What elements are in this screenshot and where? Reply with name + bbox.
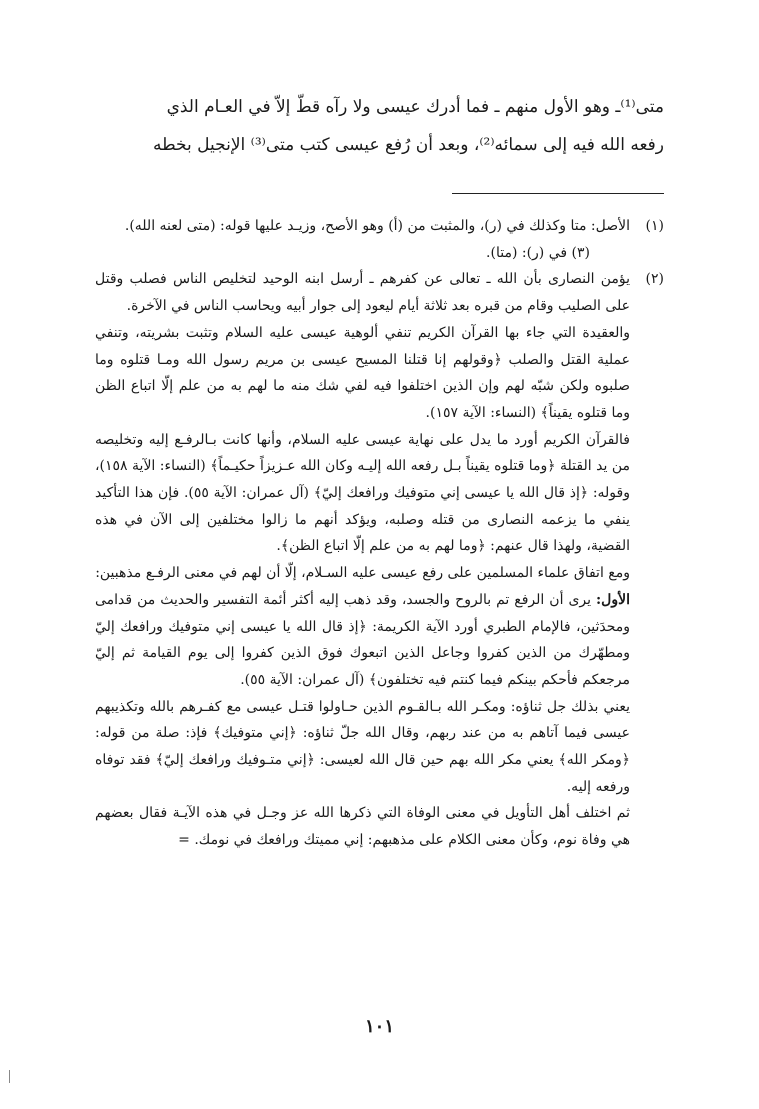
footnote-2 (95, 266, 664, 319)
first-view-text: يرى أن الرفع تم بالروح والجسد، وقد ذهب إليه أكثر أئمة التفسير والحديث من قدامى ومحدَثين، فالإمام الطبري أورد الآية الكريمة: ﴿إذ قال الله يا عيسى إني متوفيك ورافعك إليّ ومطهّرك من الذين كفروا وجاعل الذين اتبعوك فوق الذين كفروا إلى يوم القيامة ثم إليّ مرجعكم فأحكم بينكم فيما كنتم فيه تختلفون﴾ (آل عمران: الآية ٥٥). (95, 591, 631, 688)
footnote-1-text: الأصل: متا وكذلك في (ر)، والمثبت من (أ) وهو الأصح، وزيـد عليها قوله: (متى لعنه الله). (124, 218, 630, 234)
footnote-2-text: يؤمن النصارى بأن الله ـ تعالى عن كفرهم ـ أرسل ابنه الوحيد لتخليص الناس فصلب وقتل على الصليب وقام من قبره بعد ثلاثة أيام ليعود إلى جوار أبيه ويحاسب الناس في الآخرة. (95, 271, 630, 315)
footnote-2-thumma-paragraph: ثم اختلف أهل التأويل في معنى الوفاة التي ذكرها الله عز وجـل في هذه الآيـة فقال بعضهم هي وفاة نوم، وكأن معنى الكلام على مذهبهم: إني مميتك ورافعك في نومك. = (95, 805, 630, 849)
main-text-line-2: رفعه الله فيه إلى سمائه⁽²⁾، وبعد أن رُفع عيسى كتب متى⁽³⁾ الإنجيل بخطه (152, 135, 664, 155)
footnote-2-first-view-paragraph (95, 587, 664, 694)
scan-mark (9, 1070, 10, 1083)
footnotes (95, 213, 664, 854)
main-text-line-1: متى⁽¹⁾ـ وهو الأول منهم ـ فما أدرك عيسى ولا رآه قطّ إلاّ في العـام الذي (166, 97, 664, 117)
footnote-1 (95, 213, 664, 240)
footnote-2-ittifaq-paragraph: ومع اتفاق علماء المسلمين على رفع عيسى عليه السـلام، إلّا أن لهم في معنى الرفـع مذهبين: (95, 565, 630, 582)
footnote-2-yani-paragraph: يعني بذلك جل ثناؤه: ومكـر الله بـالقـوم الذين حـاولوا قتـل عيسى مع كفـرهم بالله وتكذيبهم عيسى فيما آتاهم به من عند ربهم، وقال الله جلّ ثناؤه: ﴿إني متوفيك﴾ فإذ: صلة من قوله: ﴿ومكر الله﴾ يعني مكر الله بهم حين قال الله لعيسى: ﴿إني متـوفيك ورافعك إليّ﴾ فقد توفاه ورفعه إليه. (95, 698, 630, 795)
footnote-2-quran-paragraph: فالقرآن الكريم أورد ما يدل على نهاية عيسى عليه السلام، وأنها كانت بـالرفـع إليه وتخليصه من يد القتلة ﴿وما قتلوه يقيناً بـل رفعه الله إليـه وكان الله عـزيزاً حكيـماً﴾ (النساء: الآية ١٥٨)، وقوله: ﴿إذ قال الله يا عيسى إني متوفيك ورافعك إليّ﴾ (آل عمران: الآية ٥٥). فإن هذا التأكيد ينفي ما يزعمه النصارى من قتله وصلبه، ويؤكد أنهم ما زالوا مختلفين إلى الآن في هذه القضية، ولهذا قال عنهم: ﴿وما لهم به من علم إلّا اتباع الظن﴾. (95, 431, 630, 555)
first-view-lead: الأول: (596, 591, 630, 608)
main-text (95, 88, 664, 164)
footnote-2-number: (٢) (645, 271, 664, 288)
footnote-3-text: في (ر): (متا). (486, 244, 568, 261)
footnote-3-number: (٣) (571, 244, 590, 261)
footnote-2-aqida-paragraph: والعقيدة التي جاء بها القرآن الكريم تنفي ألوهية عيسى عليه السلام وتثبت بشريته، وتنفي عملية القتل والصلب ﴿وقولهم إنا قتلنا المسيح عيسى بن مريم رسول الله ومـا قتلوه وما صلبوه ولكن شبّه لهم وإن الذين اختلفوا فيه لفي شك منه ما لهم به من علم إلّا اتباع الظن وما قتلوه يقيناً﴾ (النساء: الآية ١٥٧). (95, 324, 630, 421)
footnote-3 (95, 240, 664, 267)
page-number: ١٠١ (364, 1016, 394, 1037)
footnote-1-number: (١) (645, 218, 664, 234)
footnote-separator (452, 193, 664, 194)
